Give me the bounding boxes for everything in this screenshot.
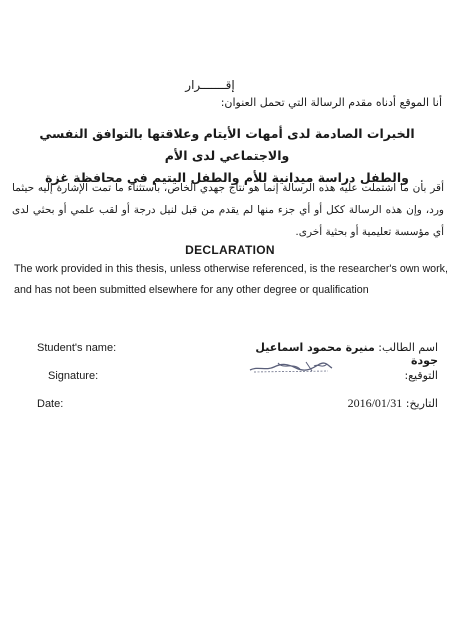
thesis-title-line-1: الخبرات الصادمة لدى أمهات الأيتام وعلاقتها بالتوافق النفسي والاجتماعي لدى الأم xyxy=(39,126,415,163)
declaration-body: The work provided in this thesis, unless otherwise referenced, is the researcher's own work, and has not been submitted elsewhere for any other degree or qualification xyxy=(14,263,448,296)
signature-label: Signature: xyxy=(48,370,99,382)
date-value: 2016/01/31 xyxy=(347,396,403,410)
thesis-title-line-2: والطفل دراسة ميدانية للأم والطفل اليتيم في محافظة غزة xyxy=(45,170,409,185)
signature-arabic-label: التوقيع: xyxy=(404,369,438,382)
date-arabic-row xyxy=(238,396,438,411)
student-name-value: منيرة محمود اسماعيل جودة xyxy=(255,341,438,367)
date-arabic-label: التاريخ: xyxy=(405,397,438,410)
date-label: Date: xyxy=(37,398,64,410)
arabic-heading: إقـــــــرار xyxy=(185,78,235,92)
student-name-label: Student's name: xyxy=(37,342,117,354)
declaration-heading: DECLARATION xyxy=(185,243,275,257)
student-name-arabic-label: اسم الطالب: xyxy=(378,341,438,354)
arabic-intro: أنا الموقع أدناه مقدم الرسالة التي تحمل العنوان: xyxy=(220,96,442,109)
handwritten-signature xyxy=(248,360,334,374)
arabic-declaration-body: أقر بأن ما اشتملت عليه هذه الرسالة إنما هو نتاج جهدي الخاص، باستثناء ما تمت الإشارة إليه حيثما ورد، وإن هذه الرسالة ككل أو أي جزء منها لم يقدم من قبل لنيل درجة أو لقب علمي أو بحثي لدى أي مؤسسة تعليمية أو بحثية أخرى. xyxy=(12,182,444,238)
